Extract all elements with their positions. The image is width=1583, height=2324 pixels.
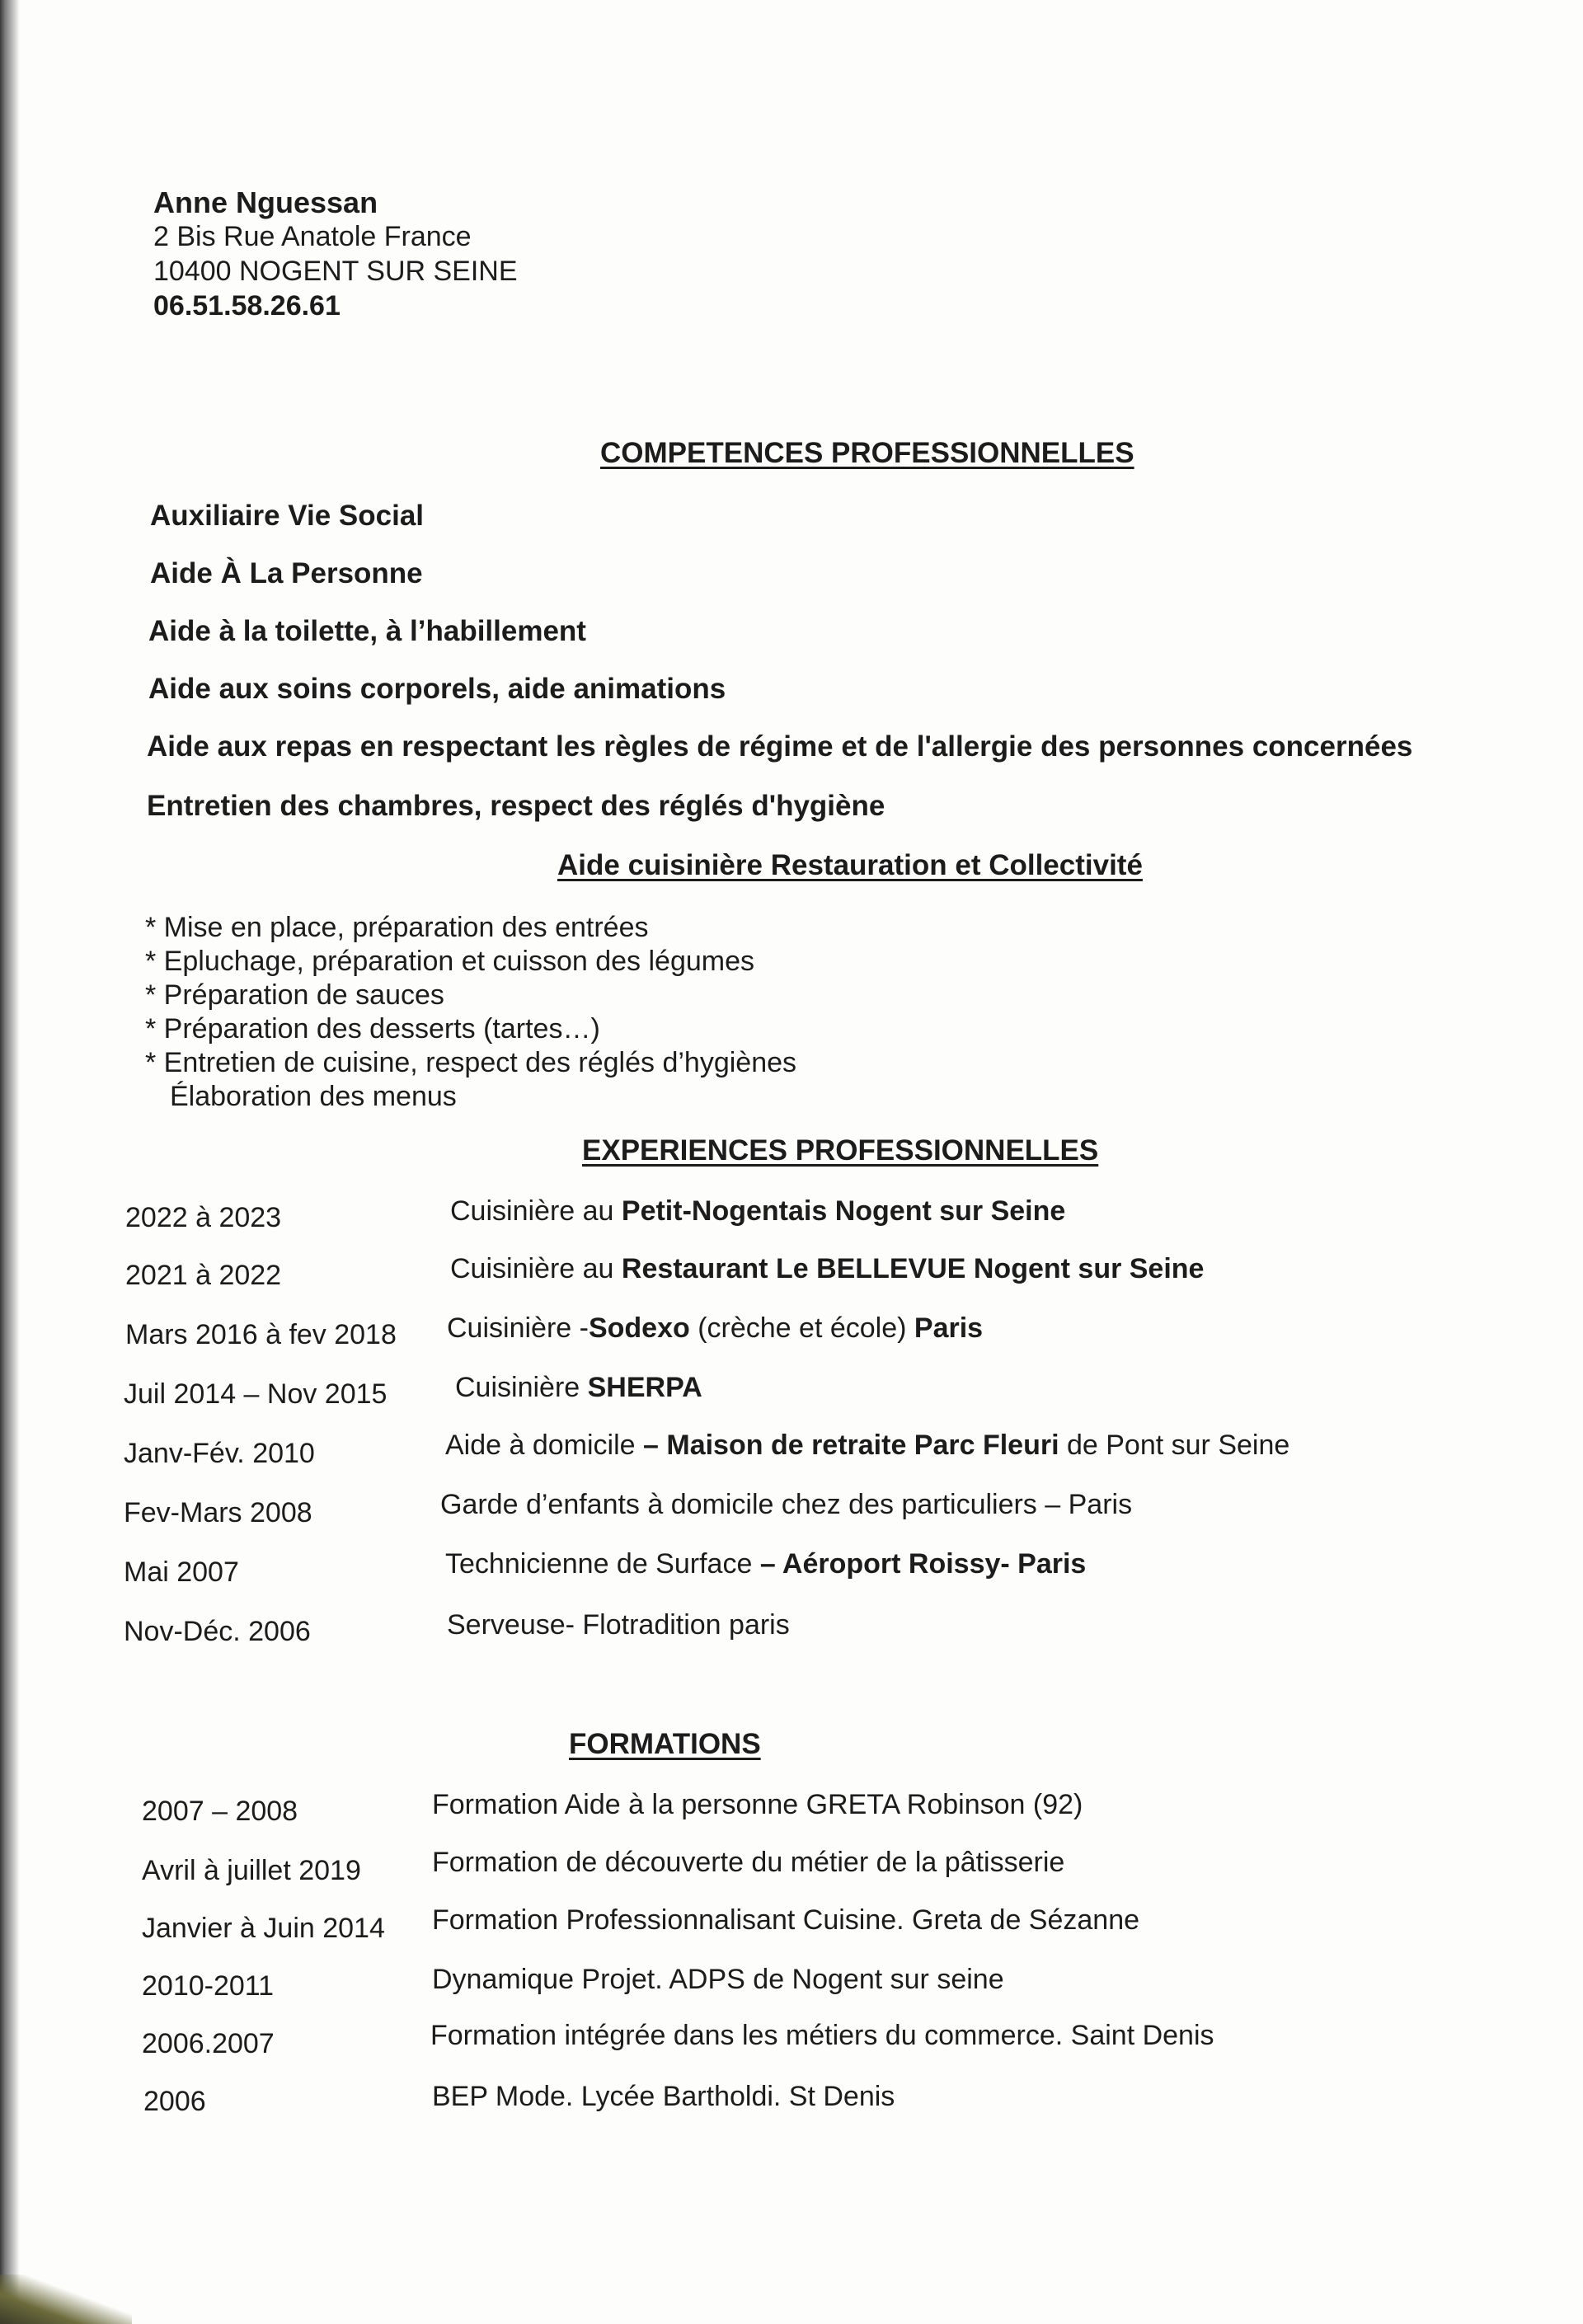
experience-description: Garde d’enfants à domicile chez des particuliers – Paris	[440, 1489, 1133, 1520]
formation-description: BEP Mode. Lycée Bartholdi. St Denis	[432, 2081, 895, 2112]
experience-date: 2022 à 2023	[125, 1202, 282, 1233]
experience-date: Nov-Déc. 2006	[124, 1616, 311, 1647]
experience-description: Cuisinière -Sodexo (crèche et école) Paris	[447, 1312, 984, 1344]
experience-description: Aide à domicile – Maison de retraite Parc Fleuri de Pont sur Seine	[445, 1430, 1290, 1461]
formation-date: 2007 – 2008	[142, 1796, 298, 1827]
experience-date: Janv-Fév. 2010	[124, 1438, 315, 1469]
formation-description: Formation intégrée dans les métiers du commerce. Saint Denis	[430, 2020, 1214, 2051]
experience-date: Mai 2007	[124, 1556, 239, 1588]
page-corner-shadow	[0, 2275, 132, 2324]
competence-item: Auxiliaire Vie Social	[150, 500, 425, 532]
cuisine-item: * Epluchage, préparation et cuisson des légumes	[145, 946, 755, 977]
formation-date: Janvier à Juin 2014	[142, 1913, 385, 1944]
competences-heading: COMPETENCES PROFESSIONNELLES	[600, 437, 1134, 469]
candidate-name: Anne Nguessan	[153, 185, 378, 219]
experience-description: Cuisinière au Petit-Nogentais Nogent sur Seine	[450, 1195, 1066, 1227]
experiences-heading: EXPERIENCES PROFESSIONNELLES	[582, 1134, 1099, 1167]
experience-date: Juil 2014 – Nov 2015	[124, 1378, 388, 1410]
competence-item: Aide à la toilette, à l’habillement	[148, 615, 586, 647]
experience-description: Technicienne de Surface – Aéroport Roissy- Paris	[445, 1548, 1087, 1580]
formation-date: Avril à juillet 2019	[142, 1855, 361, 1886]
experience-date: Fev-Mars 2008	[124, 1497, 312, 1528]
phone-number: 06.51.58.26.61	[153, 290, 341, 322]
formation-description: Formation Aide à la personne GRETA Robinson (92)	[432, 1789, 1083, 1820]
formation-date: 2006	[143, 2086, 206, 2117]
formation-description: Formation de découverte du métier de la pâtisserie	[432, 1847, 1065, 1878]
competence-item: Aide aux soins corporels, aide animations	[148, 673, 726, 705]
address-line-2: 10400 NOGENT SUR SEINE	[153, 256, 518, 287]
formation-description: Dynamique Projet. ADPS de Nogent sur seine	[432, 1964, 1004, 1995]
page-edge-shadow	[0, 0, 20, 2324]
competence-item: Entretien des chambres, respect des réglés d'hygiène	[147, 790, 885, 822]
experience-date: Mars 2016 à fev 2018	[125, 1319, 397, 1350]
experience-description: Serveuse- Flotradition paris	[447, 1609, 790, 1641]
competence-item: Aide À La Personne	[150, 557, 423, 589]
formation-date: 2006.2007	[142, 2028, 275, 2059]
formation-date: 2010-2011	[142, 1970, 275, 2002]
cuisine-item: * Préparation de sauces	[145, 979, 444, 1011]
experience-description: Cuisinière au Restaurant Le BELLEVUE Nogent sur Seine	[450, 1253, 1205, 1284]
experience-description: Cuisinière SHERPA	[455, 1372, 702, 1403]
competence-item: Aide aux repas en respectant les règles de régime et de l'allergie des personnes concernées	[147, 730, 1413, 763]
cuisine-heading: Aide cuisinière Restauration et Collectivité	[557, 849, 1143, 881]
experience-date: 2021 à 2022	[125, 1260, 282, 1291]
cuisine-item: * Préparation des desserts (tartes…)	[145, 1013, 600, 1045]
address-line-1: 2 Bis Rue Anatole France	[153, 221, 472, 252]
cuisine-item: Élaboration des menus	[170, 1081, 457, 1112]
formations-heading: FORMATIONS	[569, 1728, 761, 1760]
cuisine-item: * Entretien de cuisine, respect des réglés d’hygiènes	[145, 1047, 797, 1078]
cuisine-item: * Mise en place, préparation des entrées	[145, 912, 649, 943]
formation-description: Formation Professionnalisant Cuisine. Greta de Sézanne	[432, 1904, 1140, 1936]
